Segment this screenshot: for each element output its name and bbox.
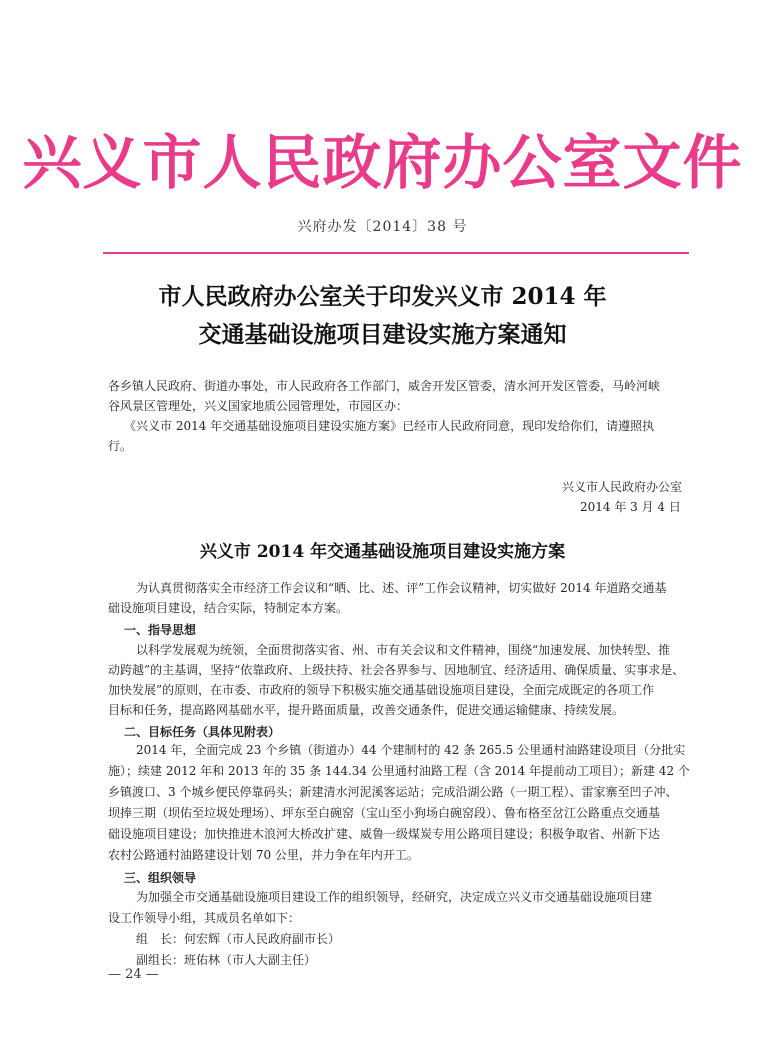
section3-line: 为加强全市交通基础设施项目建设工作的组织领导，经研究，决定成立兴义市交通基础设施项目建 xyxy=(136,890,653,904)
group-deputy-leader: 副组长：班佑林（市人大副主任） xyxy=(136,953,317,967)
notice-body-line2: 行。 xyxy=(108,439,133,453)
masthead-title: 兴义市人民政府办公室文件 xyxy=(22,128,743,197)
section2-line: 础设施项目建设；加快推进木浪河大桥改扩建、威鲁一级煤炭专用公路项目建设；积极争取省、州新下达 xyxy=(108,827,661,841)
section1-line: 以科学发展观为统领，全面贯彻落实省、州、市有关会议和文件精神，围绕“加速发展、加快转型、推 xyxy=(136,643,671,657)
section2-line: 施）；续建 2012 年和 2013 年的 35 条 144.34 公里通村油路工程（含 2014 年提前动工项目）；新建 42 个 xyxy=(108,764,690,778)
red-divider xyxy=(103,252,689,254)
notice-body-line1: 《兴义市 2014 年交通基础设施项目建设实施方案》已经市人民政府同意，现印发给你们，请遵照执 xyxy=(124,419,655,433)
addressees-line1: 各乡镇人民政府、街道办事处，市人民政府各工作部门，威舍开发区管委，清水河开发区管委，马岭河峡 xyxy=(108,379,661,393)
signature-date: 2014 年 3 月 4 日 xyxy=(580,500,681,514)
section3-heading: 三、组织领导 xyxy=(124,871,197,885)
intro-line2: 础设施项目建设，结合实际，特制定本方案。 xyxy=(108,601,349,615)
section1-line: 加快发展”的原则，在市委、市政府的领导下积极实施交通基础设施项目建设，全面完成既定的各项工作 xyxy=(108,683,655,697)
section3-line: 设工作领导小组，其成员名单如下： xyxy=(108,911,301,925)
plan-title: 兴义市 2014 年交通基础设施项目建设实施方案 xyxy=(199,542,566,562)
addressees-line2: 谷风景区管理处，兴义国家地质公园管理处，市园区办： xyxy=(108,399,409,413)
signature-org: 兴义市人民政府办公室 xyxy=(562,480,683,494)
section2-line: 坝捧三期（坝佑至垃圾处理场）、坪东至白碗窑（宝山至小狗场白碗窑段）、鲁布格至岔江公路重点交通基 xyxy=(108,806,661,820)
intro-line1: 为认真贯彻落实全市经济工作会议和“晒、比、述、评”工作会议精神，切实做好 2014 年道路交通基 xyxy=(136,581,667,595)
section2-heading: 二、目标任务（具体见附表） xyxy=(124,725,281,739)
notice-title-line2: 交通基础设施项目建设实施方案通知 xyxy=(198,321,567,348)
notice-title-line1: 市人民政府办公室关于印发兴义市 2014 年 xyxy=(158,283,607,310)
section2-line: 乡镇渡口、3 个城乡便民停靠码头；新建清水河泥溪客运站；完成沿湖公路（一期工程）、雷家寨至凹子冲、 xyxy=(108,785,678,799)
section2-line: 2014 年，全面完成 23 个乡镇（街道办）44 个建制村的 42 条 265.5 公里通村油路建设项目（分批实 xyxy=(136,743,686,757)
page-number: — 24 — xyxy=(108,967,159,982)
section1-heading: 一、指导思想 xyxy=(124,623,197,637)
section1-line: 动跨越”的主基调，坚持“依靠政府、上级扶持、社会各界参与、因地制宜、经济适用、确保质量、实事求是、 xyxy=(108,663,685,677)
document-number: 兴府办发〔2014〕38 号 xyxy=(297,219,468,235)
section2-line: 农村公路通村油路建设计划 70 公里，并力争在年内开工。 xyxy=(108,848,419,862)
section1-line: 目标和任务，提高路网基础水平，提升路面质量，改善交通条件，促进交通运输健康、持续发展。 xyxy=(108,703,625,717)
group-leader: 组 长：何宏辉（市人民政府副市长） xyxy=(136,932,341,946)
